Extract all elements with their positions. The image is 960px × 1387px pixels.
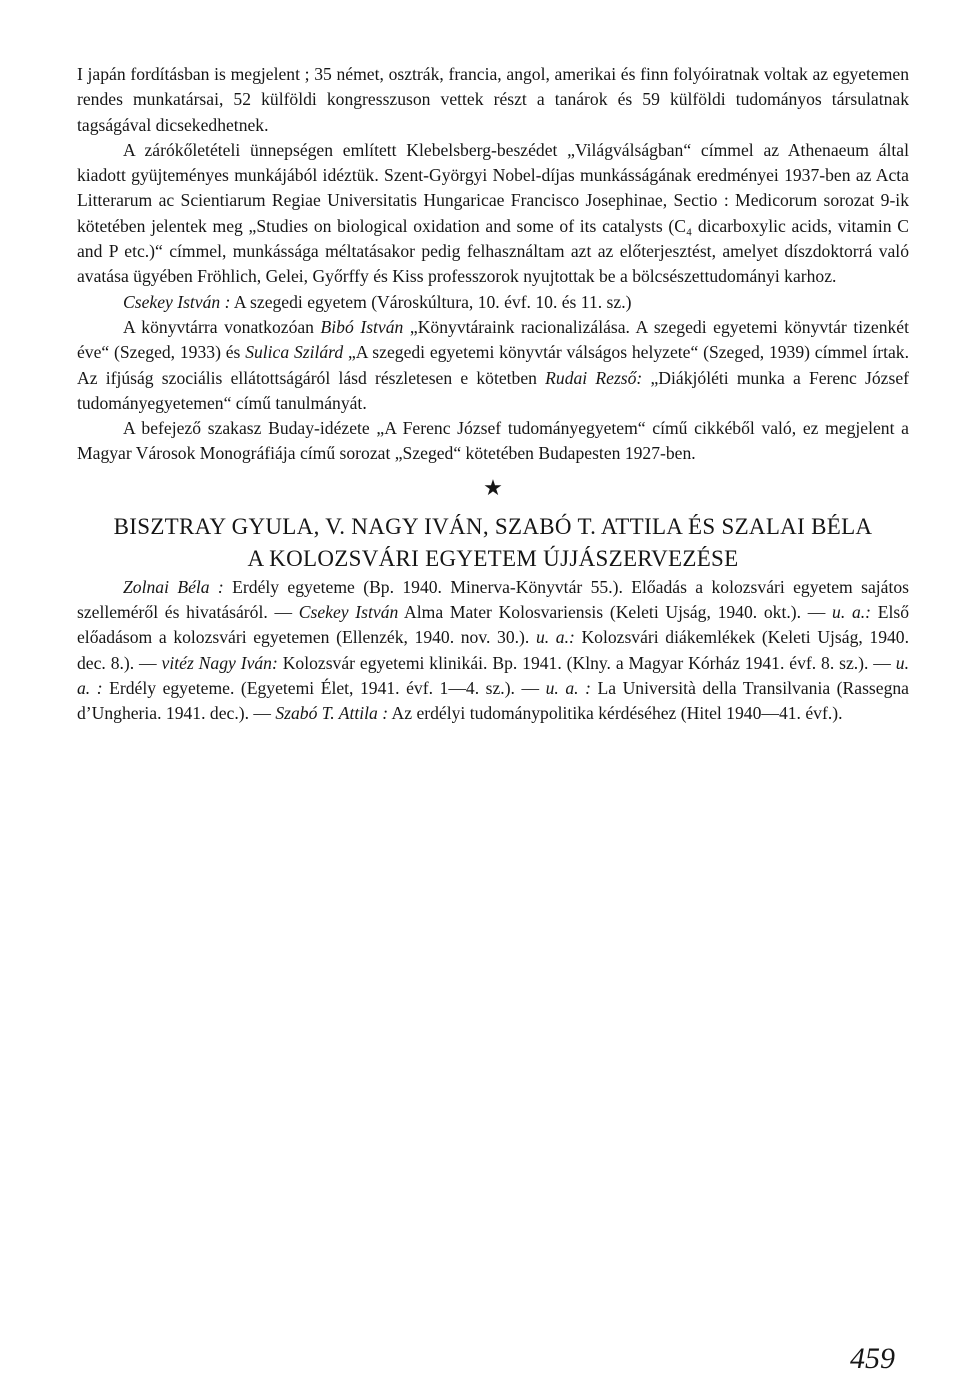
paragraph-csekey (77, 290, 909, 315)
text-run: Alma Mater Kolosvariensis (Keleti Ujság, 1940. okt.). — (398, 602, 833, 623)
text-run: Erdély egyeteme (Bp. 1940. Minerva-Könyvtár 55.). Előadás a kolozsvári egyetem sajátos szelleméről és hivatásáról. — (77, 576, 909, 623)
text-run: La Università della Transilvania (Rassegna d’Ungheria. 1941. dec.). — (77, 677, 909, 724)
author-name: Sulica Szilárd (245, 342, 344, 363)
body-text (77, 62, 909, 727)
author-name: Szabó T. Attila : (275, 703, 389, 724)
text-run: A könyvtárra vonatkozóan (123, 316, 321, 337)
text-run: „Könyvtáraink racionalizálása. A szegedi egyetemi könyvtár tizenkét éve“ (Szeged, 1933) és (77, 316, 910, 363)
text-run: Első előadásom a kolozsvári egyetemen (Ellenzék, 1940. nov. 30.). (77, 602, 909, 648)
text-run: Kolozsvár egyetemi klinikái. Bp. 1941. (Klny. a Magyar Kórház 1941. évf. 8. sz.). — (277, 652, 896, 673)
author-name: Csekey István (298, 602, 399, 623)
text-run: Erdély egyeteme. (Egyetemi Élet, 1941. évf. 1—4. sz.). — (102, 677, 546, 698)
author-name: u. a. : (77, 652, 909, 698)
paragraph-klebelsberg: A zárókőletételi ünnepségen említett Klebelsberg-beszédet „Világválságban“ címmel az Athenaeum által kiadott gyüjteményes munkájából idéztük. Szent-Györgyi Nobel-díjas munkásságának eredményei 1937-ben az Acta Litterarum ac Scientiarum Regiae Universitatis Hungaricae Francisco Josephinae, Sectio : Medicorum sorozat 9-ik kötetében jelentek meg „Studies on biological oxidation and some of its catalysts (C₄ dicarboxylic acids, vitamin C and P etc.)“ címmel, munkássága méltatásakor pedig felhasználtam azt az előterjesztést, amelyet díszdoktorrá való avatása ügyében Fröhlich, Gelei, Győrffy és Kiss professzorok nyujtottak be a bölcsészettudományi karhoz. (77, 139, 909, 287)
author-name: vitéz Nagy Iván: (161, 652, 278, 673)
paragraph-library (77, 315, 909, 416)
heading-authors: BISZTRAY GYULA, V. NAGY IVÁN, SZABÓ T. ATTILA ÉS SZALAI BÉLA (113, 513, 873, 539)
author-name: u. a. : (545, 677, 591, 698)
author-name: Rudai Rezső: (545, 367, 643, 388)
page-number: 459 (850, 1342, 895, 1375)
heading-title: A KOLOZSVÁRI EGYETEM ÚJJÁSZERVEZÉSE (247, 545, 739, 571)
author-name: Bibó István (320, 316, 404, 337)
text-run: „Diákjóléti munka a Ferenc József tudományegyetemen“ című tanulmányát. (77, 367, 909, 413)
chapter-heading (77, 511, 909, 575)
text-run: Az erdélyi tudománypolitika kérdéséhez (Hitel 1940—41. évf.). (388, 703, 843, 724)
star-separator: ★ (483, 474, 503, 500)
citation-text: A szegedi egyetem (Városkúltura, 10. évf. 10. és 11. sz.) (230, 291, 632, 312)
text-run: „A szegedi egyetemi könyvtár válságos helyzete“ (Szeged, 1939) címmel írtak. Az ifjúság szociális ellátottságáról lásd részletesen e kötetben (77, 342, 909, 388)
bibliography-paragraph (77, 575, 909, 727)
paragraph-buday: A befejező szakasz Buday-idézete „A Ferenc József tudományegyetem“ című cikkéből való, ez megjelent a Magyar Városok Monográfiája című sorozat „Szeged“ kötetében Budapesten 1927-ben. (77, 418, 909, 464)
paragraph-continuation: I japán fordításban is megjelent ; 35 német, osztrák, francia, angol, amerikai és finn folyóiratnak voltak az egyetemen rendes munkatársai, 52 külföldi kongresszuson vettek részt a tanárok és 59 külföldi tudományos társulatnak tagságával dicsekedhetnek. (77, 64, 909, 135)
text-run: Kolozsvári diákemlékek (Keleti Ujság, 1940. dec. 8.). — (77, 627, 909, 673)
author-name: Csekey István : (123, 291, 231, 312)
author-name: u. a.: (832, 602, 871, 623)
author-name: Zolnai Béla : (123, 576, 224, 597)
author-name: u. a.: (535, 627, 575, 648)
